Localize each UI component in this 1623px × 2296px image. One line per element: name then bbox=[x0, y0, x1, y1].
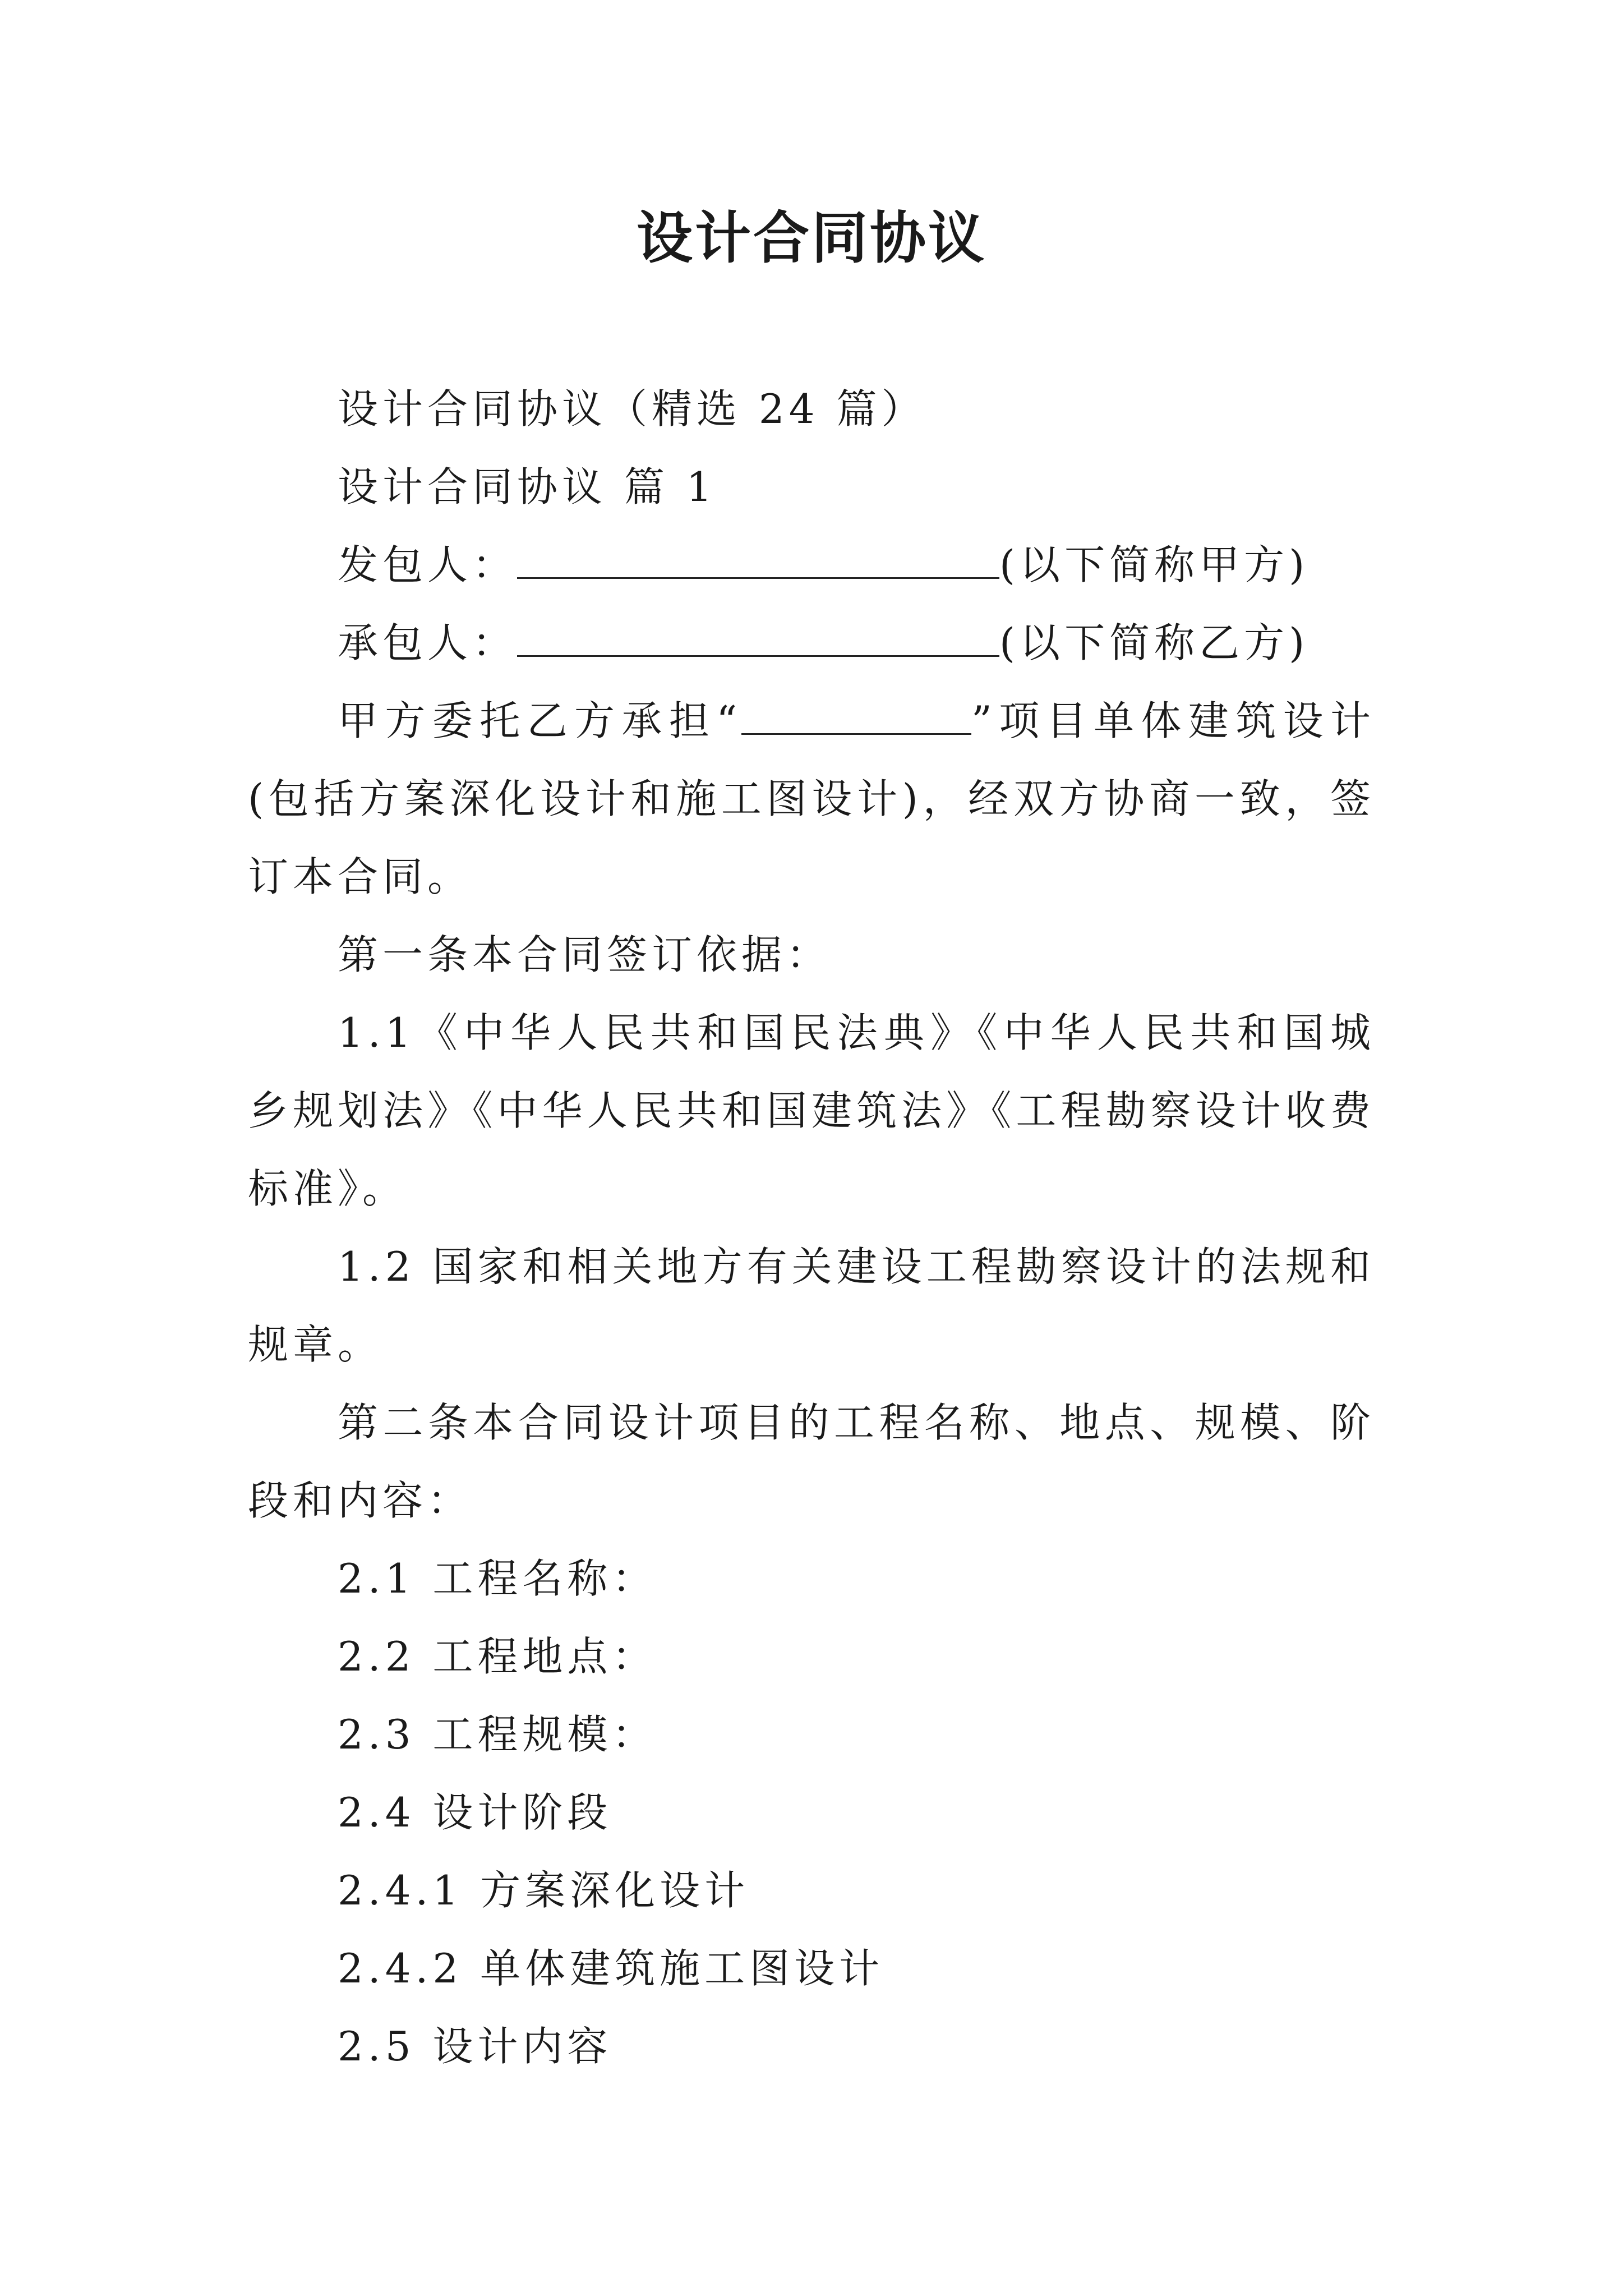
item-2-4-1: 2.4.1 方案深化设计 bbox=[338, 1867, 750, 1914]
employer-suffix: (以下简称甲方) bbox=[999, 541, 1310, 588]
item-2-4: 2.4 设计阶段 bbox=[338, 1789, 612, 1836]
contractor-suffix: (以下简称乙方) bbox=[999, 619, 1310, 666]
item-2-2: 2.2 工程地点： bbox=[338, 1633, 657, 1680]
article2-heading: 第二条本合同设计项目的工程名称、地点、规模、阶段和内容： bbox=[248, 1399, 1375, 1524]
article1-heading: 第一条本合同签订依据： bbox=[338, 931, 832, 978]
project-name-blank bbox=[741, 694, 971, 735]
intro-paragraph bbox=[248, 682, 1375, 916]
document-subtitle: 设计合同协议（精选 24 篇） bbox=[338, 385, 926, 432]
contractor-blank bbox=[517, 616, 999, 657]
item-2-4-2: 2.4.2 单体建筑施工图设计 bbox=[338, 1945, 884, 1992]
document-title: 设计合同协议 bbox=[637, 205, 986, 271]
item-2-1: 2.1 工程名称： bbox=[338, 1555, 657, 1602]
article1-item1: 1.1《中华人民共和国民法典》《中华人民共和国城乡规划法》《中华人民共和国建筑法》《工程勘察设计收费标准》。 bbox=[248, 1009, 1375, 1212]
section-heading: 设计合同协议 篇 1 bbox=[338, 463, 717, 510]
item-2-3: 2.3 工程规模： bbox=[338, 1711, 657, 1758]
article1-item2: 1.2 国家和相关地方有关建设工程勘察设计的法规和规章。 bbox=[248, 1243, 1375, 1368]
intro-before: 甲方委托乙方承担“ bbox=[338, 697, 741, 744]
employer-label: 发包人： bbox=[338, 541, 518, 588]
contractor-line bbox=[248, 604, 1375, 682]
intro-after: ”项目单体建筑设计(包括方案深化设计和施工图设计)，经双方协商一致，签订本合同。 bbox=[248, 697, 1375, 900]
employer-line bbox=[248, 526, 1375, 604]
contractor-label: 承包人： bbox=[338, 619, 518, 666]
document-body bbox=[248, 370, 1375, 2086]
item-2-5: 2.5 设计内容 bbox=[338, 2023, 612, 2070]
employer-blank bbox=[517, 538, 999, 579]
